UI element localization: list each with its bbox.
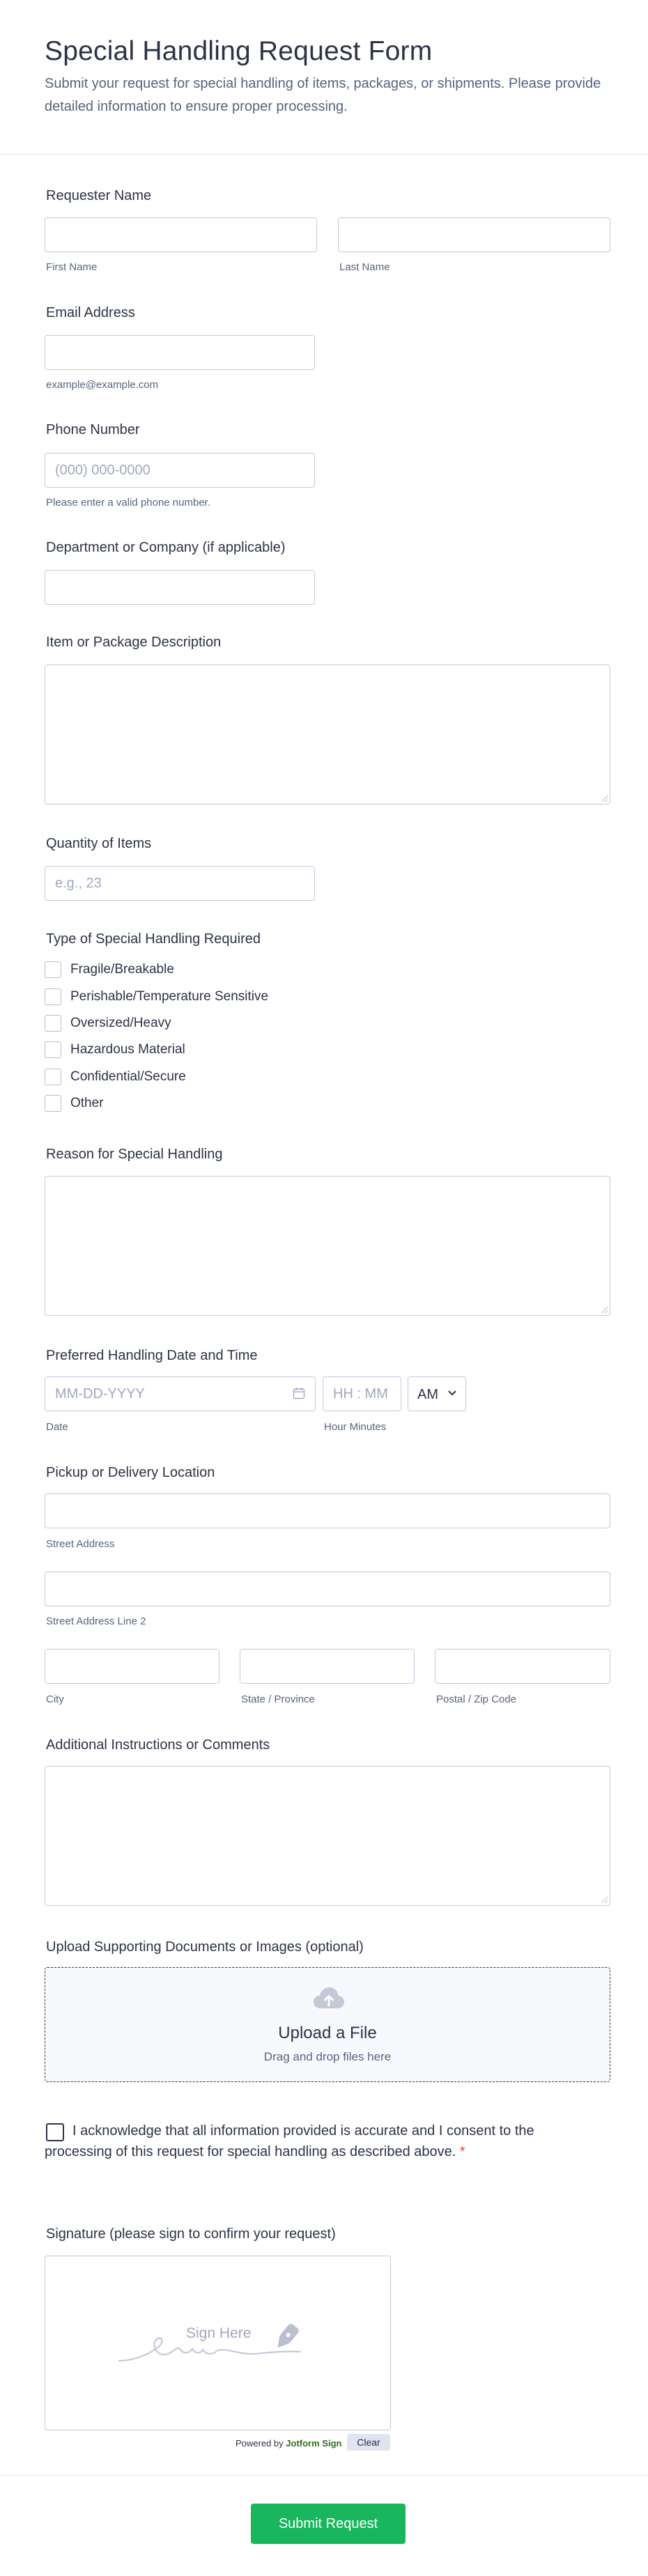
date-input[interactable] [45, 1376, 316, 1411]
resize-handle-icon[interactable] [601, 1306, 608, 1313]
location-label: Pickup or Delivery Location [46, 1465, 215, 1480]
phone-input[interactable] [45, 453, 315, 488]
department-input[interactable] [45, 570, 315, 605]
item-description-label: Item or Package Description [46, 635, 222, 650]
ampm-select[interactable] [408, 1376, 466, 1411]
footer-divider [0, 2475, 648, 2476]
time-sublabel: Hour Minutes [324, 1421, 387, 1433]
handling-option-hazardous[interactable]: Hazardous Material [45, 1040, 185, 1060]
checkbox[interactable] [45, 1041, 61, 1058]
checkbox[interactable] [45, 988, 61, 1005]
street-address-sublabel: Street Address [46, 1538, 115, 1550]
email-input[interactable] [45, 335, 315, 370]
checkbox[interactable] [45, 1069, 61, 1085]
checkbox[interactable] [45, 1095, 61, 1112]
cloud-upload-icon [312, 1985, 346, 2012]
first-name-input[interactable] [45, 217, 317, 252]
signature-placeholder: Sign Here [186, 2325, 252, 2341]
time-input[interactable] [323, 1376, 401, 1411]
street-address-line2-input[interactable] [45, 1572, 610, 1606]
handling-type-label: Type of Special Handling Required [46, 931, 261, 947]
submit-button[interactable]: Submit Request [251, 2504, 406, 2544]
comments-textarea[interactable] [45, 1766, 610, 1906]
upload-title: Upload a File [278, 2024, 377, 2042]
jotform-sign-brand[interactable]: Jotform Sign [286, 2438, 342, 2449]
state-sublabel: State / Province [241, 1693, 315, 1705]
consent-text: I acknowledge that all information provided is accurate and I consent to the processing of this request for special handling as described above. * [45, 2123, 534, 2159]
required-mark: * [459, 2144, 465, 2159]
handling-option-perishable[interactable]: Perishable/Temperature Sensitive [45, 987, 268, 1007]
signature-scribble-icon [45, 2256, 392, 2431]
state-input[interactable] [240, 1649, 415, 1684]
ampm-value: AM [417, 1387, 438, 1402]
signature-label: Signature (please sign to confirm your request) [46, 2226, 336, 2242]
file-upload-dropzone[interactable] [45, 1967, 610, 2082]
last-name-input[interactable] [338, 217, 610, 252]
calendar-icon[interactable] [293, 1387, 305, 1399]
city-input[interactable] [45, 1649, 219, 1684]
quantity-label: Quantity of Items [46, 836, 152, 851]
first-name-sublabel: First Name [46, 261, 98, 273]
resize-handle-icon[interactable] [601, 1896, 608, 1903]
checkbox[interactable] [45, 1015, 61, 1032]
reason-label: Reason for Special Handling [46, 1147, 223, 1162]
form-header [0, 0, 648, 155]
handling-option-fragile[interactable]: Fragile/Breakable [45, 960, 174, 979]
checkbox[interactable] [45, 961, 61, 978]
signature-pad[interactable] [45, 2256, 391, 2430]
street-address-line2-sublabel: Street Address Line 2 [46, 1615, 146, 1627]
chevron-down-icon [447, 1390, 457, 1397]
item-description-textarea[interactable] [45, 665, 610, 805]
upload-label: Upload Supporting Documents or Images (optional) [46, 1939, 364, 1955]
phone-label: Phone Number [46, 422, 140, 437]
requester-name-label: Requester Name [46, 188, 152, 203]
datetime-label: Preferred Handling Date and Time [46, 1348, 258, 1363]
phone-sublabel: Please enter a valid phone number. [46, 497, 210, 509]
zip-input[interactable] [435, 1649, 610, 1684]
consent-checkbox[interactable] [46, 2123, 64, 2141]
upload-hint: Drag and drop files here [263, 2050, 392, 2063]
last-name-sublabel: Last Name [339, 261, 390, 273]
email-label: Email Address [46, 305, 135, 320]
department-label: Department or Company (if applicable) [46, 540, 286, 555]
resize-handle-icon[interactable] [601, 795, 608, 802]
reason-textarea[interactable] [45, 1176, 610, 1316]
city-sublabel: City [46, 1693, 64, 1705]
powered-by-text: Powered by Jotform Sign [236, 2438, 342, 2449]
handling-option-confidential[interactable]: Confidential/Secure [45, 1067, 186, 1087]
handling-option-oversized[interactable]: Oversized/Heavy [45, 1014, 171, 1033]
form-description: Submit your request for special handling of items, packages, or shipments. Please provide detailed information to ensure proper processing. [45, 76, 601, 114]
street-address-input[interactable] [45, 1493, 610, 1528]
quantity-input[interactable] [45, 866, 315, 901]
clear-signature-button[interactable]: Clear [347, 2434, 390, 2451]
email-sublabel: example@example.com [46, 379, 159, 391]
zip-sublabel: Postal / Zip Code [436, 1693, 517, 1705]
comments-label: Additional Instructions or Comments [46, 1737, 270, 1753]
form-title: Special Handling Request Form [45, 36, 433, 66]
handling-option-other[interactable]: Other [45, 1094, 104, 1113]
date-sublabel: Date [46, 1421, 68, 1433]
